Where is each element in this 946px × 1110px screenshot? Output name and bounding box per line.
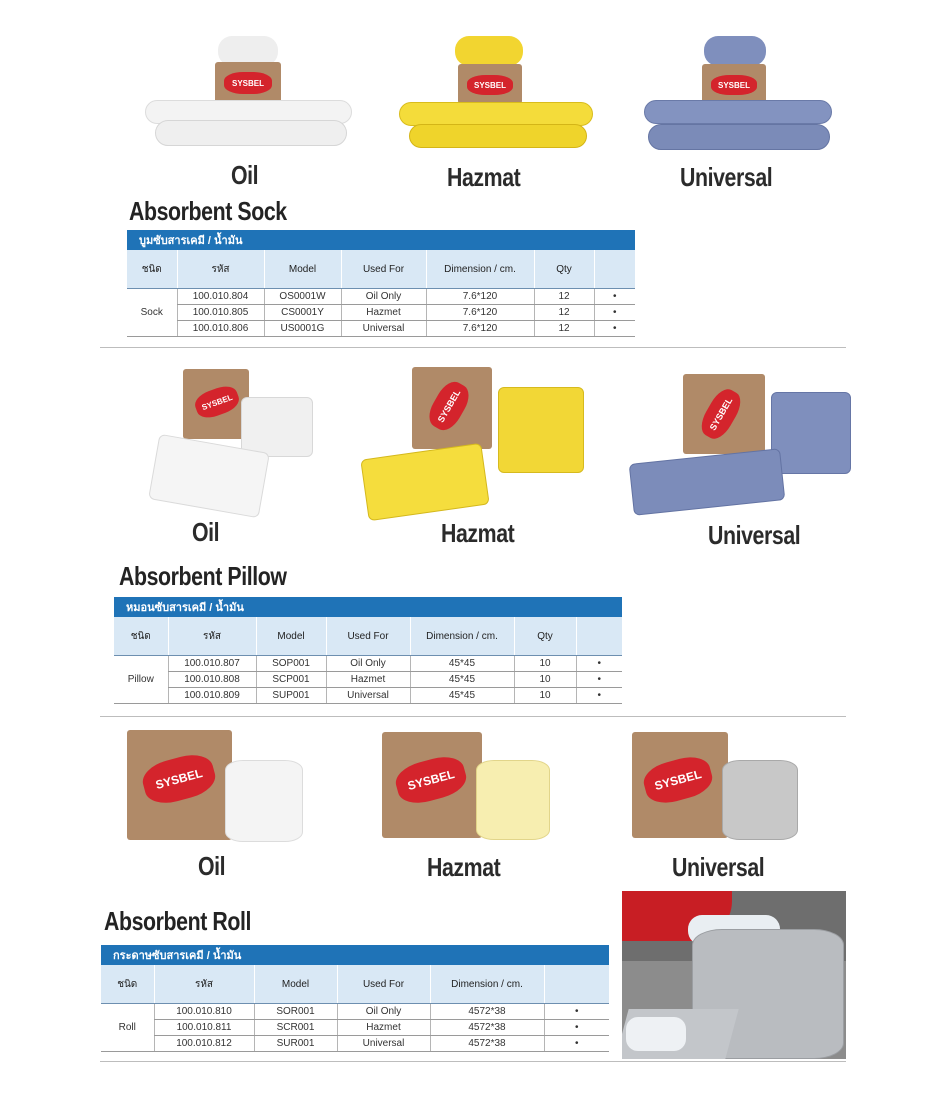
- sysbel-logo: SYSBEL: [224, 72, 272, 94]
- used-for-cell: Oil Only: [337, 1004, 430, 1020]
- sysbel-logo: SYSBEL: [192, 382, 242, 421]
- mark-cell: •: [576, 672, 622, 688]
- col-header-code: รหัส: [168, 617, 256, 656]
- dimension-cell: 4572*38: [430, 1020, 544, 1036]
- col-header-dimension: Dimension / cm.: [410, 617, 514, 656]
- mark-cell: •: [576, 656, 622, 672]
- used-for-cell: Hazmet: [341, 305, 426, 321]
- pillow-universal-photo: [625, 372, 855, 522]
- col-header-used-for: Used For: [326, 617, 410, 656]
- code-cell: 100.010.806: [177, 321, 264, 337]
- section-title-pillow: Absorbent Pillow: [119, 561, 287, 591]
- code-cell: 100.010.810: [154, 1004, 254, 1020]
- roll-hazmat-caption: Hazmat: [427, 852, 501, 882]
- sock-hazmat-caption: Hazmat: [447, 162, 521, 192]
- table-row: [114, 688, 622, 704]
- sysbel-logo: SYSBEL: [640, 752, 716, 808]
- sysbel-logo: SYSBEL: [139, 749, 219, 808]
- col-header-type: ชนิด: [101, 965, 154, 1004]
- col-header-qty: Qty: [534, 250, 594, 289]
- mark-cell: •: [576, 688, 622, 704]
- used-for-cell: Universal: [337, 1036, 430, 1052]
- dimension-cell: 45*45: [410, 688, 514, 704]
- roll-hazmat-photo: [380, 728, 555, 846]
- col-header-used-for: Used For: [337, 965, 430, 1004]
- col-header-used-for: Used For: [341, 250, 426, 289]
- code-cell: 100.010.804: [177, 289, 264, 305]
- table-row: [101, 1036, 609, 1052]
- mark-cell: •: [544, 1020, 609, 1036]
- col-header-type: ชนิด: [127, 250, 177, 289]
- table-row: [101, 1020, 609, 1036]
- roll-usage-photo: [622, 891, 846, 1059]
- qty-cell: 10: [514, 672, 576, 688]
- used-for-cell: Oil Only: [341, 289, 426, 305]
- table-row: [127, 321, 635, 337]
- qty-cell: 12: [534, 321, 594, 337]
- dimension-cell: 7.6*120: [426, 289, 534, 305]
- sock-oil-caption: Oil: [231, 160, 259, 190]
- type-cell: Roll: [101, 1004, 154, 1052]
- code-cell: 100.010.811: [154, 1020, 254, 1036]
- dimension-cell: 45*45: [410, 656, 514, 672]
- used-for-cell: Oil Only: [326, 656, 410, 672]
- model-cell: CS0001Y: [264, 305, 341, 321]
- pillow-spec-table: [114, 597, 622, 704]
- mark-cell: •: [544, 1036, 609, 1052]
- table-title: หมอนซับสารเคมี / น้ำมัน: [114, 597, 622, 617]
- qty-cell: 10: [514, 656, 576, 672]
- sock-hazmat-photo: [395, 30, 595, 160]
- model-cell: OS0001W: [264, 289, 341, 305]
- mark-cell: •: [594, 305, 635, 321]
- mark-cell: •: [594, 321, 635, 337]
- used-for-cell: Hazmet: [337, 1020, 430, 1036]
- table-row: [127, 289, 635, 305]
- used-for-cell: Universal: [326, 688, 410, 704]
- roll-oil-photo: [125, 728, 305, 846]
- sysbel-logo: SYSBEL: [696, 384, 746, 443]
- model-cell: SOP001: [256, 656, 326, 672]
- col-header-model: Model: [254, 965, 337, 1004]
- qty-cell: 12: [534, 289, 594, 305]
- model-cell: SUR001: [254, 1036, 337, 1052]
- mark-cell: •: [594, 289, 635, 305]
- col-header-qty: Qty: [514, 617, 576, 656]
- roll-oil-caption: Oil: [198, 851, 226, 881]
- table-row: [114, 672, 622, 688]
- mark-cell: •: [544, 1004, 609, 1020]
- col-header-blank: [594, 250, 635, 289]
- pillow-hazmat-photo: [360, 365, 590, 525]
- dimension-cell: 4572*38: [430, 1004, 544, 1020]
- sock-universal-caption: Universal: [680, 162, 773, 192]
- table-row: [127, 305, 635, 321]
- type-cell: Sock: [127, 289, 177, 337]
- section-title-roll: Absorbent Roll: [104, 906, 252, 936]
- col-header-dimension: Dimension / cm.: [430, 965, 544, 1004]
- col-header-model: Model: [264, 250, 341, 289]
- model-cell: SOR001: [254, 1004, 337, 1020]
- pillow-oil-photo: [145, 365, 320, 525]
- model-cell: US0001G: [264, 321, 341, 337]
- table-row: [114, 656, 622, 672]
- roll-universal-caption: Universal: [672, 852, 765, 882]
- model-cell: SCR001: [254, 1020, 337, 1036]
- table-title: บูมซับสารเคมี / น้ำมัน: [127, 230, 635, 250]
- glove-icon: [626, 1017, 686, 1051]
- pillow-hazmat-caption: Hazmat: [441, 518, 515, 548]
- code-cell: 100.010.809: [168, 688, 256, 704]
- pillow-universal-caption: Universal: [708, 520, 801, 550]
- qty-cell: 12: [534, 305, 594, 321]
- roll-universal-photo: [630, 728, 805, 846]
- col-header-dimension: Dimension / cm.: [426, 250, 534, 289]
- qty-cell: 10: [514, 688, 576, 704]
- code-cell: 100.010.808: [168, 672, 256, 688]
- model-cell: SUP001: [256, 688, 326, 704]
- section-title-sock: Absorbent Sock: [129, 196, 287, 226]
- sysbel-logo: SYSBEL: [424, 377, 475, 435]
- sysbel-logo: SYSBEL: [711, 75, 757, 95]
- section-divider: [100, 716, 846, 717]
- dimension-cell: 7.6*120: [426, 305, 534, 321]
- used-for-cell: Universal: [341, 321, 426, 337]
- roll-spec-table: [101, 945, 609, 1052]
- col-header-type: ชนิด: [114, 617, 168, 656]
- col-header-model: Model: [256, 617, 326, 656]
- col-header-code: รหัส: [154, 965, 254, 1004]
- code-cell: 100.010.812: [154, 1036, 254, 1052]
- col-header-code: รหัส: [177, 250, 264, 289]
- code-cell: 100.010.805: [177, 305, 264, 321]
- sock-oil-photo: [140, 30, 355, 160]
- used-for-cell: Hazmet: [326, 672, 410, 688]
- sock-spec-table: [127, 230, 635, 337]
- dimension-cell: 4572*38: [430, 1036, 544, 1052]
- table-row: [101, 1004, 609, 1020]
- col-header-blank: [576, 617, 622, 656]
- dimension-cell: 7.6*120: [426, 321, 534, 337]
- table-title: กระดาษซับสารเคมี / น้ำมัน: [101, 945, 609, 965]
- pillow-oil-caption: Oil: [192, 517, 220, 547]
- sock-universal-photo: [640, 30, 835, 160]
- model-cell: SCP001: [256, 672, 326, 688]
- sysbel-logo: SYSBEL: [392, 752, 470, 809]
- section-divider: [100, 1061, 846, 1062]
- sysbel-logo: SYSBEL: [467, 75, 513, 95]
- section-divider: [100, 347, 846, 348]
- col-header-blank: [544, 965, 609, 1004]
- type-cell: Pillow: [114, 656, 168, 704]
- code-cell: 100.010.807: [168, 656, 256, 672]
- dimension-cell: 45*45: [410, 672, 514, 688]
